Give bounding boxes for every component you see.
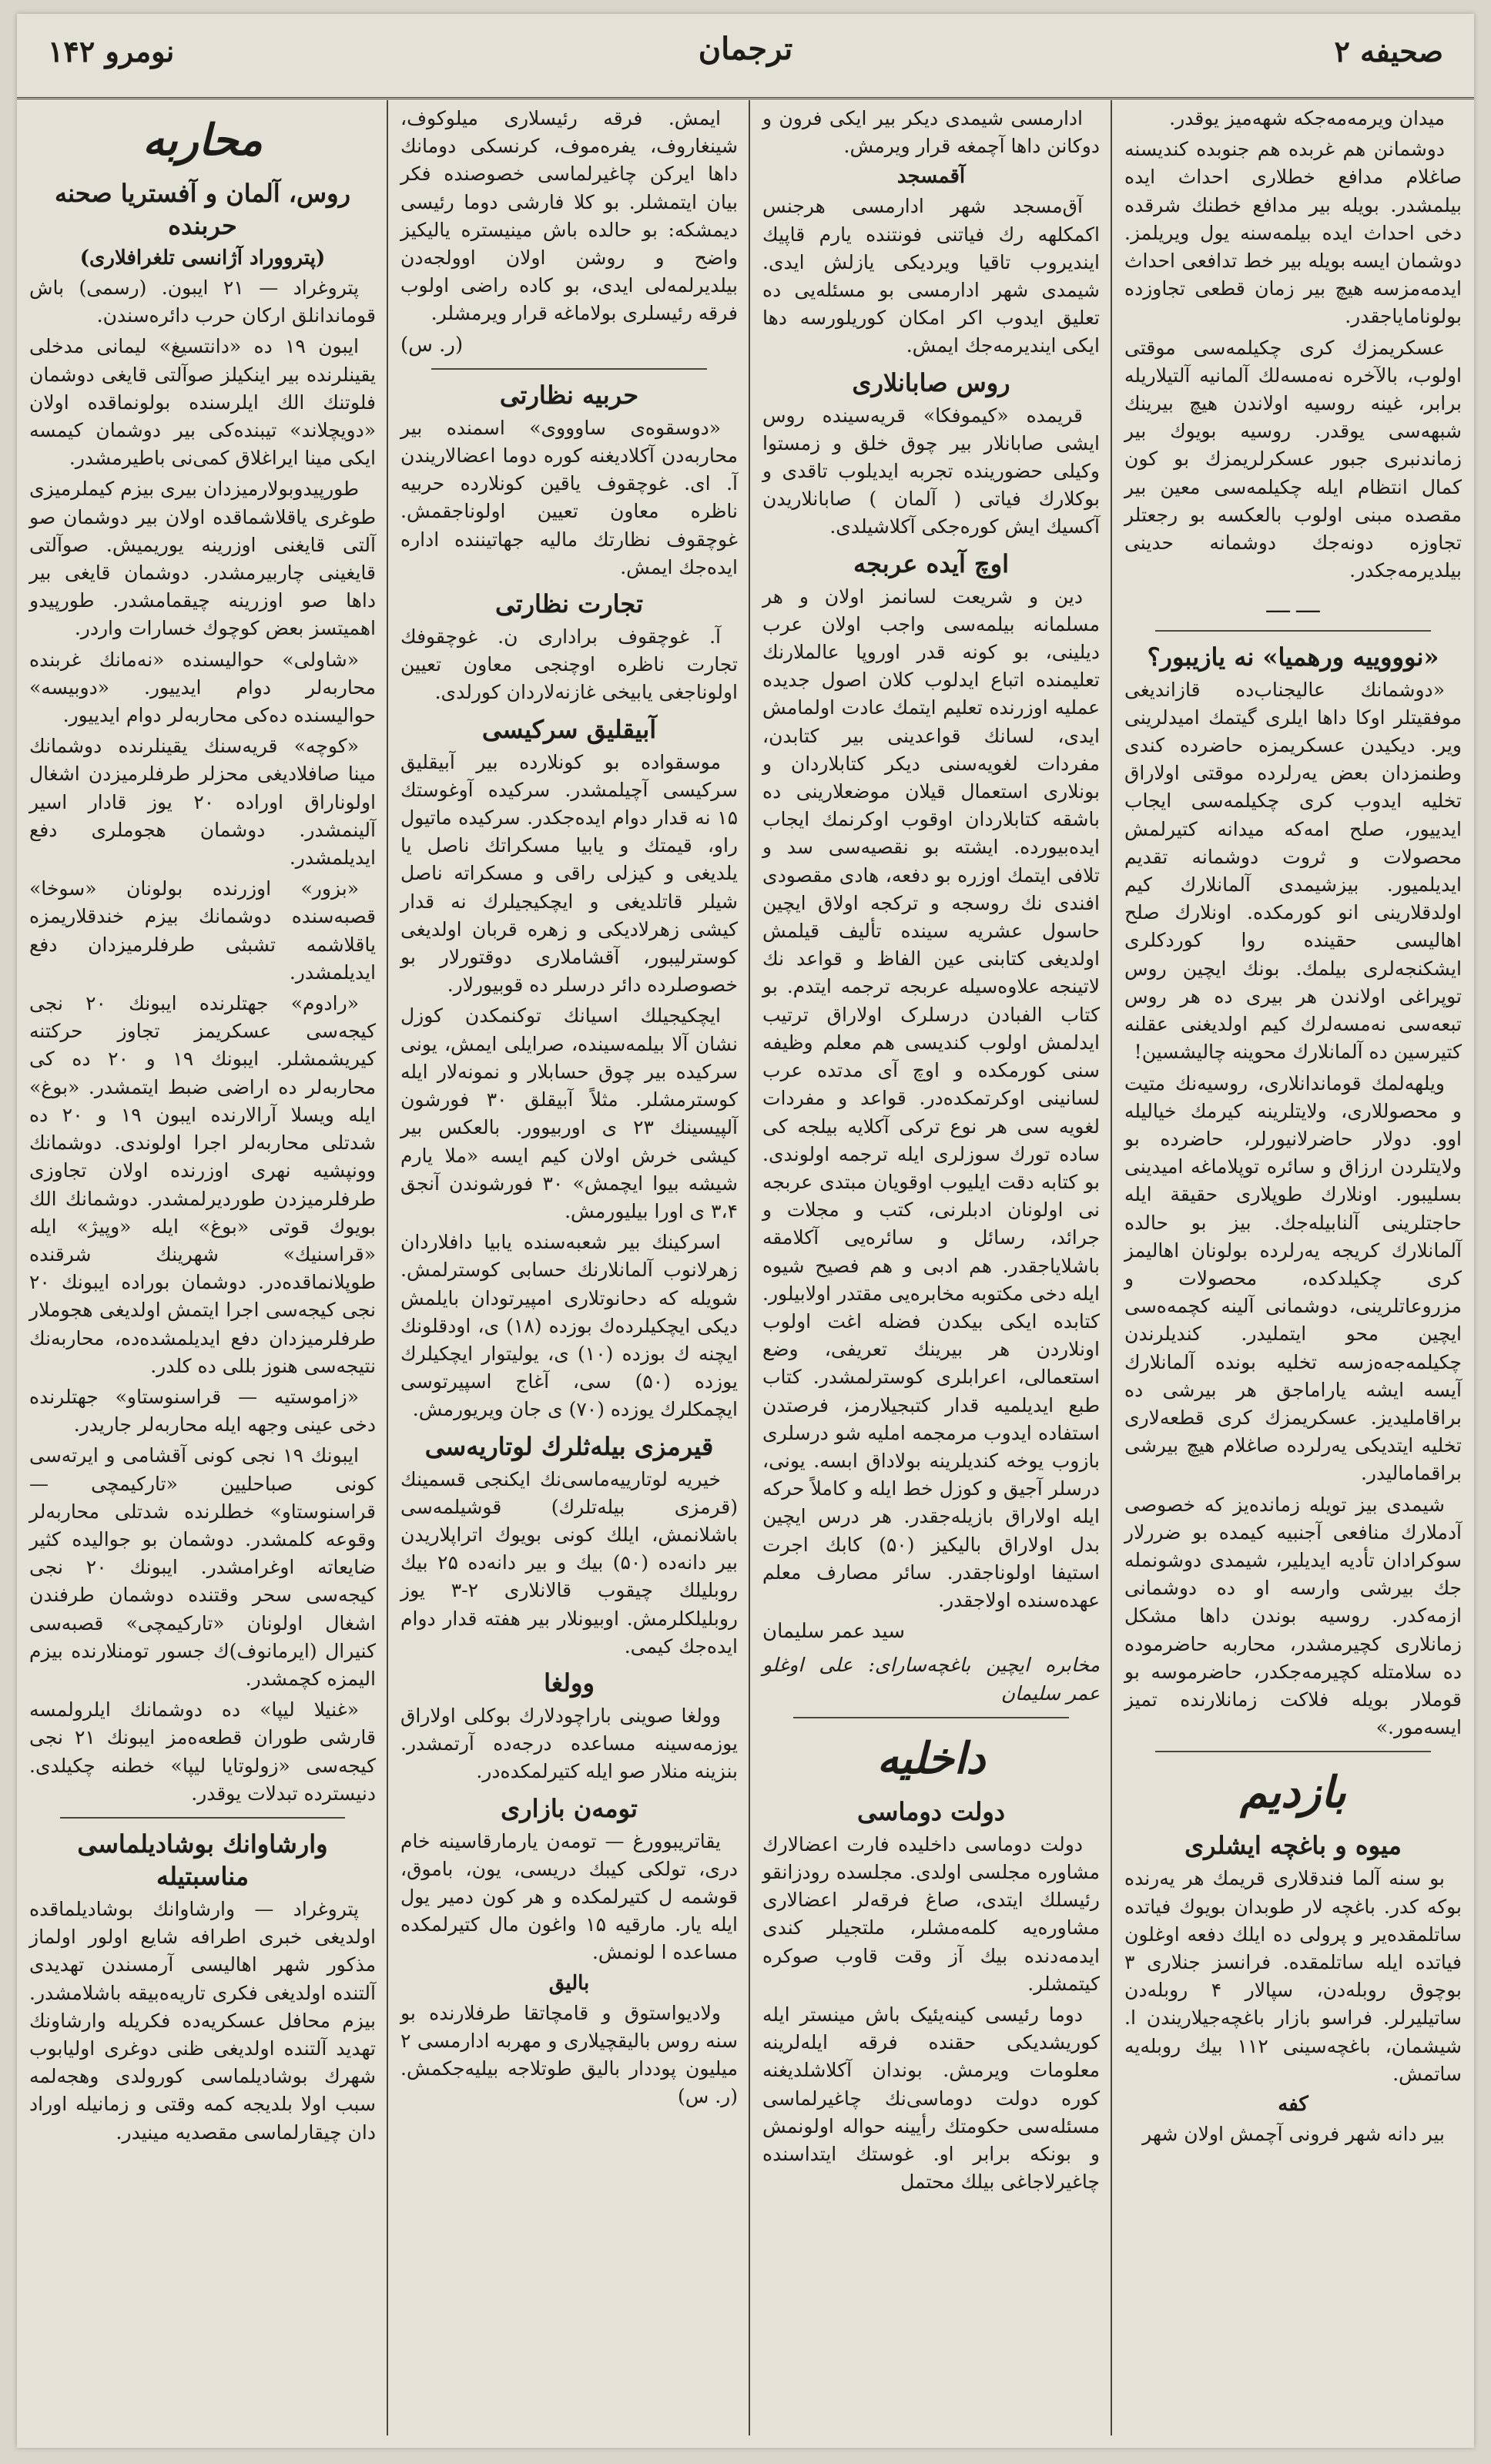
page-number: صحیفه ۲ — [1334, 34, 1443, 69]
paragraph: دوما رئیسی کینه‌یئیک باش مینستر ایله کوریشدیکی حقنده فرقه ایله‌لرینه معلومات ویرمش. بوندان آکلاشلدیغنه کوره دولت دوماسی‌نك چاغیرلماسی مسئله‌سی حکومتك رأیینه حواله اولونمش و بونکه برابر او. غوستك ایتداسنده چاغیرلاجاغی بیلك محتمل — [762, 2003, 1100, 2194]
article-heading: تجارت نظارتی — [495, 589, 643, 619]
paragraph: یقاتریبوورغ — تومه‌ن یارمارقاسینه خام دری، تولکی کیبك دریسی، یون، باموق، قوشمه ل کتیرلمکده و هر کون دمیر یول ایله یار. مارقیه ۱۵ واغون مال کتیرلمکده مساعده ا لونمش. — [400, 1829, 738, 1964]
signature: سید عمر سلیمان — [762, 1620, 905, 1644]
separator: ــــ ــــ — [1266, 595, 1320, 619]
paragraph: ایبونك ۱۹ نجی کونی آقشامی و ایرته‌سی کونی صباحلیین «تارکیمچی — قراسنوستاو» خطلرنده شدتلی محاربه‌لر وقوعه کلمشدر. دوشمان بو جوالیده کثیر ضایعاته اوغرامشدر. ایبونك ۲۰ نجی کیجه‌سی سحر وقتنده دوشمان طرفندن اشغال اولونان «تارکیمچی» قصبه‌سی کنیرال (ایرمانوف)ك جسور تومنلارنده بیزم الیمزه کچمشدر. — [29, 1444, 376, 1690]
column-4 — [17, 105, 388, 2432]
paragraph: ایچکیجیلك اسیانك توکنمکدن کوزل نشان آلا بیلمه‌سینده، صرایلی ایمش، یونی سرکیده بیر چوق حسابلار و نمونه‌لار ایله کوسترمشلر. مثلاً آبیقلق ۳۰ فورشون آلپیسینك ۲۳ ی اوربیوور. بالعکس بیر کیشی خرش اولان کیم ایسه «ملا یارم شیشه بیوا ایچمش» ۳۰ فورشوندن آنجق ۳،۴ ی اورا بیلیورمش. — [400, 1004, 739, 1222]
article-heading: حربیه نظارتی — [499, 380, 639, 410]
column-1 — [1112, 105, 1474, 2432]
article-heading: وارشاوانك بوشادیلماسی مناسبتیله — [77, 1829, 328, 1891]
article-heading: روس صابانلاری — [852, 367, 1010, 397]
column-3 — [388, 105, 750, 2432]
paragraph: اسرکینك بیر شعبه‌سنده یابیا دافلاردان زهرلانوب آلمانلارنك حسابی کوسترلمش. شویله که دحانوتلاری امپیرتودان بایلمش دیکی ایچکیلرده‌ك بوزده (۱۸) ی، اودقلونك ایچنه ك بوزده (۱۰) ی، یولیتوار ایچکیلرك یوزده (۵۰) سی، آغاج اسپیرتوسی ایچمکلرك یوزده (۷۰) ی جان ویریورمش. — [400, 1231, 739, 1421]
paragraph: ایبون ۱۹ ده «دانتسیغ» لیمانی مدخلی یقینلرنده بیر اینکیلز صوآلتی قایغی دوشمان فلوتنك الك ایلرسنده بولونماقده اولان «دویچلاند» تیبنده‌کی بیر دوشمان کیمسه ایکی مینا ایراغلاق کمی‌نی باطیرمشدر. — [29, 335, 376, 470]
divider — [431, 368, 707, 370]
divider — [60, 1817, 345, 1819]
paragraph: «دوشمانك عالیجناب‌ده قازاندیغی موفقیتلر اوکا داها ایلری گیتمك امیدلرینی ویر. دیکیدن عسکریمزه حاضرده کندی وطنمزدان بعض یه‌رلرده موقتی اولاراق تخلیه ایدوب کری چکیلمه‌سی ایجاب ایدییور، صلح امه‌که میدانه کتیرلمش محصولات و ثروت دوشمانه تقدیم ایدیلمیور. بیزشیمدی آلمانلارك کیم اولدقلارینی انو کورمکده. اونلارك صلح اهالیسی حقینده روا کوردکلری ایشکنجه‌لری بیلمك. بونك ایچین روس توپراغی اولاندن هر بیری ده هر روس تبعه‌سی نه‌مسه‌لرك کیم اولدیغنی عقلنه کتیرسین ده آلمانلارك محوینه چالیشسین! — [1124, 678, 1462, 1064]
paragraph: «کوچه» قریه‌سنك یقینلرنده دوشمانك مینا صافلادیغی محزلر طرفلرمیزدن اشغال اولوناراق اوراده ۲۰ یوز قادار اسیر آلینمشدر. دوشمان هجوملری دفع ایدیلمشدر. — [29, 735, 376, 870]
article-heading: وولغا — [544, 1668, 595, 1698]
dateline: پتروغراد — ۲۱ ایبون. (رسمی) باش قوماندانلق ارکان حرب دائره‌سندن. — [29, 277, 376, 327]
paragraph: دوشمانن هم غربده هم جنوبده کندیسنه صاغلام مدافع خطلاری احداث ایده بیلمشدر. بویله بیر مدافع خطنك شرقده دخی احداث ایده بیلمه‌سنه یول ویریلمز. دوشمان ایسه بویله بیر خط تدافعی احداث ایدمه‌مزسه هیچ بیر زمان قطعی تجاوزده بولونامایاجقدر. — [1124, 138, 1462, 328]
paragraph: وولغا صوینی باراچودلارك بوکلی اولاراق یوزمه‌سینه مساعده درجه‌ده آرتمشدر. بنزینه منلار صو ایله کتیرلمکده‌در. — [400, 1704, 738, 1783]
article-heading: اوچ آیده عربجه — [853, 548, 1010, 578]
paragraph: «رادوم» جهتلرنده ایبونك ۲۰ نجی کیجه‌سی عسکریمز تجاوز حرکتنه کیریشمشلر. ایبونك ۱۹ و ۲۰ ده کی محاربه‌لر ده اراضی ضبط ایتمشدر. «بوغ» ایله ویسلا آرالارنده ایبون ۱۹ و ۲۰ ده شدتلی محاربه‌لر اجرا اولوندی. دوشمانك وونپشیه نهری اوزرنده اولان تجاوزی طرفلرمیزدن طوردیرلمشدر. دوشمانك الك بویوك قوتی «بوغ» ایله «وپیژ» ایله «قراسنیك» شهرینك شرقنده طوپلانماقده‌در. دوشمان بوراده ایبونك ۲۰ نجی کیجه‌سی اجرا ایتمش اولدیغی هجوملار طرفلرمیزدان دفع ایدیلمشده‌ده، محاربه‌نك نتیجه‌سی هنوز بللی ده کلدر. — [29, 992, 376, 1377]
signature: (ر. س) — [400, 333, 464, 357]
newspaper-page — [17, 14, 1474, 2448]
article-heading: دولت دوماسی — [856, 1796, 1006, 1826]
divider — [1155, 630, 1431, 632]
paragraph: دولت دوماسی داخلیده فارت اعضالارك مشاوره مجلسی اولدی. مجلسده رودزانقو رئیسلك ایتدی، صاغ فرقه‌لر اعضالاری مشاوره‌یه کلمه‌مشلر، ملتجیلر کندی ایدمه‌دنده بیك آز وقت قاوب صوکره کیتمشلر. — [762, 1832, 1100, 1995]
section-title: بازدیم — [1240, 1767, 1346, 1819]
paragraph: دین و شریعت لسانمز اولان و هر مسلمانه بیلمه‌سی واجب اولان عرب دیلینی، بو کونه قدر اوروپا عالملارنك تعلیمنده اتباع ایدلوب کلان اصول جدیده عملیه اوزرنده تعلیم ایتمك عادت اولمامش ایدی، لسانك قواعدینی بیر کتابدن، مفردات لغویه‌سنی دیکر کتابلاردان و بونلاری استعمال قیلان موضعلارینی ده باشقه کتابلاردان اوقوب اوکرنمك ایجاب ایده‌بیورده. ایشته بو نقصیه‌سی سد و تلافی ایتمك اوزره بو دفعه، هادی مقصودی افندی نك روسجه و ترکجه اولاق ایچین حاسول عشریه سینده تألیف قیلمش اولدیغی کتابنی عین الفاظ و قواعد نك لاتینجه علاوه‌سیله عربجه ترجمه ایتدم. بو کتاب الفبادن درسلرک اولاراق ترتیب ایدلمش اولوب کندیسی هم معلم وظیفه سنی کورمکده و اوچ آی مدتده عرب لسانینی اوکرتمکده‌در. قواعد و مفردات لغویه سی هر نوع ترکی آکلایه بیلجه کی ساده تورك سوزلری ایله ترجمه اولوندی. بو کتابه دقت ایلیوب اوقویان مبتدی عربجه نی اولونان ادبلرنی، کتب و مجلات و جرائد، رسائل و سائره‌یی آکلامقه باشلایاجقدر. هم ادبی و هم فصیح شیوه ایله دخی مکتوبه مخابره‌یی مقتدر اولابیلور. کتابده ایکی بیکدن فضله اغت اولوب اونلاردن هر بیرینك تعریفی، وضع استعمالی، اعرابلری کوسترلمشدر. کتاب طبع ایدیلمیه قدار کتبجیلارمز، فرصتدن استفاده ایدوب مرمجمه املیه شو درسلری بازوب یوخه کندیلرینه بولاداق ابسه. یونی، درسلر آجیق و کوزل خط ایله و کاملاً حرکه ایله اولاراق بازیله‌جقدر. هر درس ایچین بدل اولاراق بالیکیز (۵۰) کابك اجرت استیفا اولوناجقدر. سائر مصارف معلم عهده‌سنده اولاجقدر. — [762, 585, 1100, 1611]
article-heading: کفه — [1278, 2093, 1308, 2116]
paragraph: طورپیدوبولارمیزدان بیری بیزم کیملرمیزی طوغری یاقلاشماقده اولان بیر دوشمان صو آلتی قایغنی اوزرینه یوریمیش. صوآلتی قایغینی چاربیرمشدر. دوشمان قایغی بیر داها صو اوزرینه چیقمامشدر. طورپیدو اهمیتسز بعض کوچوك خسارات واردر. — [29, 478, 376, 640]
paragraph: «غنیلا لیپا» ده دوشمانك ایلرولمسه قارشی طوران قطعه‌ه‌مز ایبونك ۲۱ نجی کیجه‌سی «زولوتایا لیپا» خطنه چکیلدی. دنیسترده تبدلات یوقدر. — [29, 1698, 376, 1805]
masthead-title: ترجمان — [698, 31, 793, 67]
paragraph: آق‌مسجد شهر ادارمسی هرجنس اکمکلهه رك فیاتنی فونتنده یارم قاپیك ایندیروب تاقیا ویردیکی یازلش ایدی. شیمدی شهر ادارمسی بو مسئله‌یی ده تعلیق ایدوب اکر امکان کوریلورسه دها ایکی ایندیرمه‌جك ایمش. — [762, 195, 1100, 357]
paragraph: خیریه لوتارییه‌ماسی‌نك ایکنجی قسمینك (قرمزی بیله‌تلرك) قوشیلمه‌سی باشلانمش، ایلك کونی بویوك اتراپلاریدن بیر دانه‌ده (۵۰) بیك و بیر دانه‌ده ۲۵ بیك روبلیلك چیقوب قالانلاری ۲-۳ یوز روبلیلکلرمش. اوبیونلار بیر هفته قدار دوام ایده‌جك کیمی. — [400, 1467, 738, 1658]
paragraph: شیمدی بیز تویله زمانده‌یز که خصوصی آدملارك منافعی آجنبیه کیمده بو ضررلار سوکرادان تأدیه ایدیلیر، شیمدی دوشونمله جك بیرشی وارسه او ده دوشمانی ازمه‌کدر. روسیه بوندن داها مشکل زمانلاری کچیرمشدر، محاربه حاضرموده ده سلامتله کچیرمه‌جکدر، حاضرموسه بو قوملار بویله فلاکت زمانلارنده تمیز ایسه‌مور.» — [1124, 1493, 1462, 1739]
divider — [793, 1717, 1069, 1718]
section-title: داخلیه — [876, 1732, 986, 1784]
article-heading: «نوووییه ورهمیا» نه یازیبور؟ — [1147, 642, 1439, 672]
address-line: مخابره ایچین باغچه‌سارای: علی اوغلو عمر سلیمان — [762, 1654, 1100, 1705]
page-header — [17, 14, 1474, 99]
article-heading: بالیق — [548, 1971, 590, 1995]
article-heading: میوه و باغچه ایشلری — [1184, 1831, 1402, 1861]
paragraph: بو سنه آلما فندقلاری قریمك هر یه‌رنده بوکه کدر. باغچه لار طوبدان بویوك فیاتده ساتلمقده‌یر و پرولی ده ایلك دفعه اوغلون فیاتده ایله ساتلمقده. فرانسز جنلاری ۳ بوچوق روبله‌دن، سپالار ۴ روبله‌دن ساتیلیرلر. فراسو بازار باغچه‌جیلاریندن ا. شیشمان، باغچه‌سینی ۱۱۲ بیك روبله‌یه ساتمش. — [1124, 1867, 1462, 2085]
article-heading: آقمسجد — [896, 165, 966, 189]
paragraph: ویلهه‌لمك قوماندانلاری، روسیه‌نك متیت و محصوللاری، ولایتلرینه کیرمك خیالیله اوو. دولار حاضرلانیورلر، حاضرده بو ولایتلردن ارزاق و سائره توپلاماغه امیدینی بسلیبور. اونلارك طوپلاری حقیقة ایله حاجتلرینی آلنابیله‌جك. بیز بو حالده آلمانلارك کریجه یه‌رلرده بولونان اهالیمز کری چکیلدکده، محصولات و مزروعاتلرینی، دوشمانی آلینه کچمه‌ه‌سی ایچین محو ایتملیدر. کندیلرندن چکیلمه‌جه‌ه‌زسه تخلیه بونده آلمانلارك آیسه ایشه یاراماجق هر بیرشی ده براقاملیدیز. عسکریمزك کری قطعه‌لاری تخلیه ایتدیکی یه‌رلرده صاغلام هیچ بیرشی براقمامالیدر. — [1124, 1071, 1462, 1485]
article-heading: قیرمزی بیله‌ثلرك لوتاریه‌سی — [424, 1431, 714, 1461]
issue-number: نومرو ۱۴۲ — [48, 34, 175, 69]
article-heading: تومه‌ن بازاری — [501, 1793, 638, 1823]
paragraph: میدان ویرمه‌مه‌جکه شهه‌میز یوقدر. — [1169, 107, 1445, 129]
divider — [1155, 1751, 1431, 1752]
article-heading: آبیقلیق سرکیسی — [481, 714, 657, 744]
paragraph: «بزور» اوزرنده بولونان «سوخا» قصبه‌سنده دوشمانك بیزم خندقلاریمزه یاقلاشمه تشبثی طرفلرمیزدان دفع ایدیلمشدر. — [29, 877, 376, 984]
paragraph: موسقواده بو کونلارده بیر آبیقلیق سرکیسی آچیلمشدر. سرکیده آوغوستك ۱۵ نه قدار دوام ایده‌جکدر. سرکیده ماتیول راو، قیمتك و یابیا مسکراتك ناصل یا یلدیغی و کیزلی راقی و مسکراته ناصل شیلر قاتلدیغی و ایچکیجیلرك نه قدار کیشی زهرلادیکی و زهره قربان اولدیغی کوسترلیبور، آقشاملاری دوقتورلار بو خصوصلرده دائر درسلر ده قوبیورلار. — [400, 750, 738, 997]
paragraph: «شاولی» حوالیسنده «نه‌مانك غربنده محاربه‌لر دوام ایدییور. «دوبیسه» حوالیسنده ده‌کی محاربه‌لر دوام ایدییور. — [29, 648, 376, 727]
paragraph: پتروغراد — وارشاوانك بوشادیلماقده اولدیغی خبری اطرافه شایع اولور اولماز مذکور شهر اهالیسی آرمسندن تهدیدی آلتنده اولدیغی فکری تاریه‌ه‌بیقه باشلامشدر. بیزم محافل عسکریه‌ده فکریله وارشاونك تهدید آلتنده اولدیغی ظنی دوغری اولیابوب شهرك بوشادیلماسی کورولدی وهجه‌لمه سبب اولا بلدیجه کمه وقتی و زمانیله اوراد دان چیقارلماسی مقصدیه مینیدر. — [29, 1897, 376, 2144]
paragraph: ادارمسی شیمدی دیکر بیر ایکی فرون و دوکانن داها آچمغه قرار ویرمش. — [762, 107, 1100, 158]
paragraph: قریمده «کیموفکا» قریه‌سینده روس ایشی صابانلار بیر چوق خلق و زمستوا وکیلی حضورینده تجربه ایدیلوب تاقدی و بوکلارك فیاتی ( آلمان ) صابانلاریدن آکسیك ایش کوره‌جکی آکلاشیلدی. — [762, 404, 1100, 538]
paragraph: بیر دانه شهر فرونی آچمش اولان شهر — [1142, 2123, 1445, 2145]
paragraph: عسکریمزك کری چکیلمه‌سی موقتی اولوب، بالآخره نه‌مسه‌لك آلمانیه آلتیلاریله برابر، غینه روسیه اولاندن هیچ بیرینك شبهه‌سی یوقدر. روسیه بویوك بیر زماندنبری جبور عسکرلریمزك بو کون کمال انتظام ایله چکیلمه‌سی معین بیر مقصده مبنی اولوب بالعکسه بو رجعتلر تجاوزه دونه‌جك دوشمانه حدینی بیلدیرمه‌جکدر. — [1124, 336, 1462, 582]
paragraph: ولادیواستوق و قامچاتقا طرفلارنده بو سنه روس بالیقچیلاری و مهربه ادارمسی ۲ میلیون پوددار بالیق طوتلاجه بیلیه‌جکمش. (ر. س) — [400, 2001, 738, 2108]
section-title: محاربه — [142, 115, 263, 166]
paragraph: «زاموستیه — قراسنوستاو» جهتلرنده دخی عینی وجهه ایله محاربه‌لر جاریدر. — [29, 1385, 376, 1436]
paragraph: آ. غوچقوف براداری ن. غوچقوفك تجارت ناظره اوچنجی معاون تعیین اولوناجغی یابیخی غازنه‌لاردان کورلدی. — [400, 625, 738, 704]
paragraph: ایمش. فرقه رئیسلاری میلوکوف، شینغاروف، یفره‌موف، کرنسکی دومانك داها ایرکن چاغیرلماسی خصوصنده فکر بیان ایتمشلر. بو کلا فارشی دوما رئیسی دیمشکه: بو حالده باش مینیستره یالیکیز واضح و روشن اولان اوولجه‌دن بیلدیرلمه‌لی ایدی، بو کاده راضی اولوب فرقه رئیسلری بولاماغه قرار ویرمشلر. — [400, 107, 738, 325]
article-subtitle: (پترووراد آژانسی تلغرافلاری) — [79, 246, 326, 270]
paragraph: «دوسقوه‌ی ساوووی» اسمنده بیر محاربه‌دن آکلادیغنه کوره دوما اعضالاریندن آ. ای. غوچقوف یاقین کونلارده حربیه ناظره معاون تعیین اولوناجقمش. غوچقوف نظارتك مالیه جهاتیننده اداره ایده‌جك ایمش. — [400, 416, 738, 578]
article-heading: روس، آلمان و آفستریا صحنه حربنده — [54, 179, 351, 240]
column-2 — [750, 105, 1112, 2432]
